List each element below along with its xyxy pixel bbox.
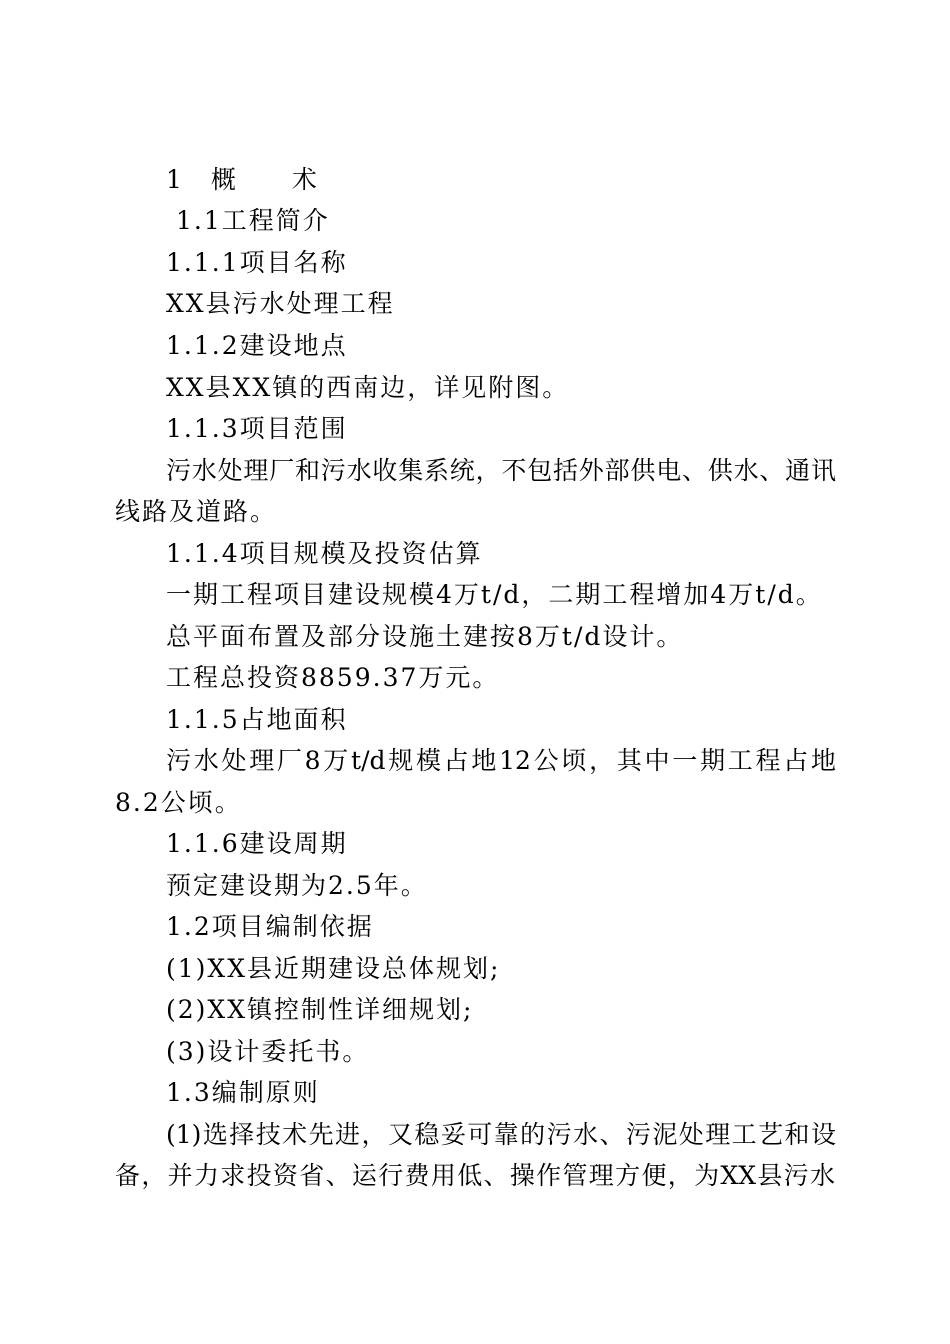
investment-text: 工程总投资8859.37万元。: [166, 663, 500, 692]
section-heading-1-2: 1.2项目编制依据: [166, 912, 374, 941]
section-heading-1-1: 1.1工程简介: [176, 206, 330, 235]
scope-text-line-2: 线路及道路。: [115, 497, 278, 526]
principle-1-line-2: 备，并力求投资省、运行费用低、操作管理方便，为XX县污水: [115, 1161, 835, 1190]
project-name-text: XX县污水处理工程: [166, 289, 395, 318]
subsection-heading-1-1-2: 1.1.2建设地点: [166, 331, 348, 360]
subsection-heading-1-1-5: 1.1.5占地面积: [166, 705, 348, 734]
principle-1-line-1: (1)选择技术先进，又稳妥可靠的污水、污泥处理工艺和设: [166, 1120, 836, 1149]
subsection-heading-1-1-3: 1.1.3项目范围: [166, 414, 348, 443]
scale-text: 一期工程项目建设规模4万t/d，二期工程增加4万t/d。: [166, 580, 823, 609]
basis-item-2: (2)XX镇控制性详细规划;: [166, 995, 474, 1024]
chapter-heading: 1 概 术: [166, 165, 319, 194]
construction-period-text: 预定建设期为2.5年。: [166, 871, 428, 900]
subsection-heading-1-1-1: 1.1.1项目名称: [166, 248, 348, 277]
scope-text-line-1: 污水处理厂和污水收集系统，不包括外部供电、供水、通讯: [166, 456, 836, 485]
subsection-heading-1-1-6: 1.1.6建设周期: [166, 829, 348, 858]
subsection-heading-1-1-4: 1.1.4项目规模及投资估算: [166, 539, 483, 568]
section-heading-1-3: 1.3编制原则: [166, 1078, 320, 1107]
basis-item-1: (1)XX县近期建设总体规划;: [166, 954, 501, 983]
land-area-text-line-2: 8.2公顷。: [115, 788, 242, 817]
basis-item-3: (3)设计委托书。: [166, 1037, 370, 1066]
layout-design-text: 总平面布置及部分设施土建按8万t/d设计。: [166, 622, 684, 651]
location-text: XX县XX镇的西南边，详见附图。: [166, 373, 570, 402]
land-area-text-line-1: 污水处理厂8万t/d规模占地12公顷，其中一期工程占地: [166, 746, 836, 775]
